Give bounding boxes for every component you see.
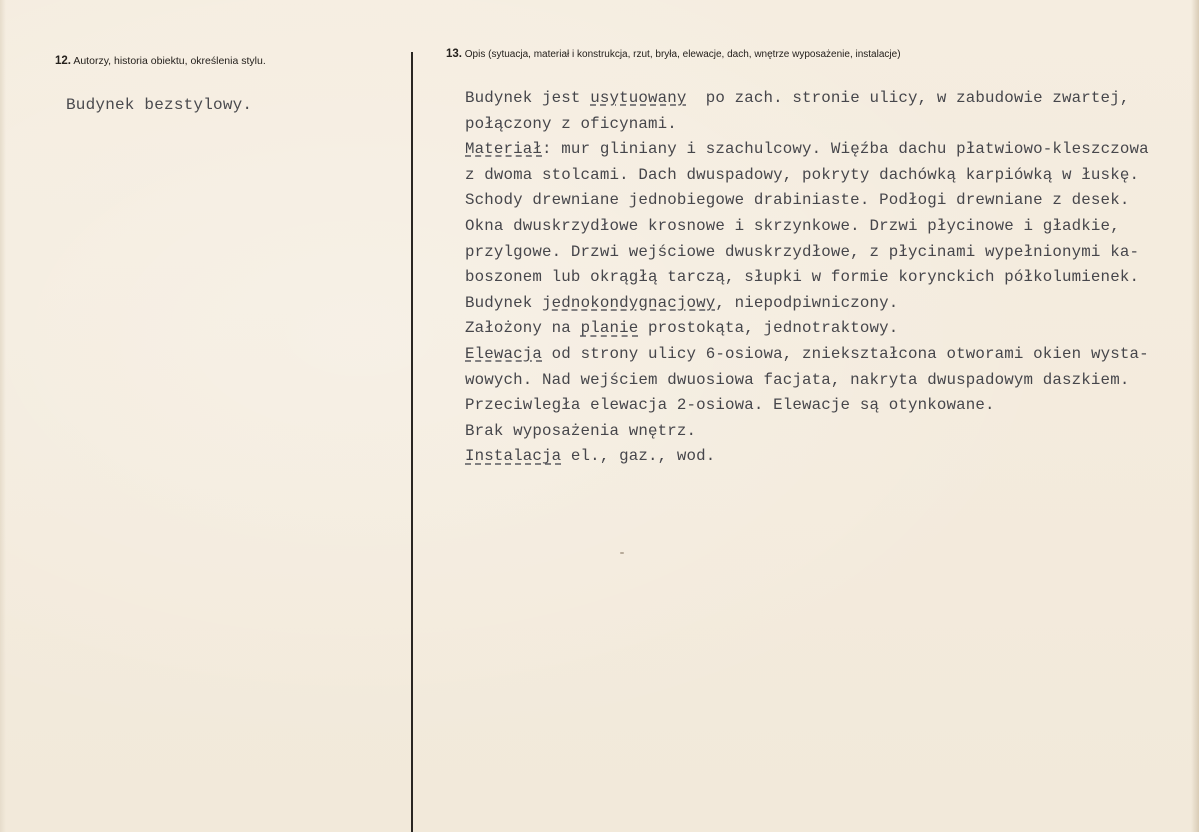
description-text: wowych. Nad wejściem dwuosiowa facjata, nakryta dwuspadowym daszkiem. [465, 370, 1130, 389]
description-text: Budynek [465, 293, 543, 312]
underlined-term: planie [580, 319, 639, 338]
description-line [465, 188, 1149, 214]
description-text: boszonem lub okrągłą tarczą, słupki w formie korynckich półkolumienek. [465, 268, 1140, 287]
description-line [465, 316, 1149, 342]
underlined-term: Elewacja [465, 344, 543, 363]
description-text: Brak wyposażenia wnętrz. [465, 421, 697, 440]
description-line [465, 240, 1149, 266]
description-text: el., gaz., wod. [561, 447, 716, 466]
description-text: przylgowe. Drzwi wejściowe dwuskrzydłowe, z płycinami wypełnionymi ka- [465, 242, 1140, 261]
description-line [465, 444, 1149, 470]
field-13-header [446, 48, 901, 60]
description-text: po zach. stronie ulicy, w zabudowie zwartej, [686, 89, 1130, 107]
field-13-number: 13. [446, 48, 462, 60]
paper-speck [620, 552, 624, 554]
description-text: Schody drewniane jednobiegowe drabiniaste. Podłogi drewniane z desek. [465, 191, 1130, 210]
description-text: Budynek jest [465, 89, 591, 107]
description-text: Przeciwległa elewacja 2-osiowa. Elewacje są otynkowane. [465, 396, 995, 415]
field-13-label: Opis (sytuacja, materiał i konstrukcja, rzut, bryła, elewacje, dach, wnętrze wyposażenie, instalacje) [464, 49, 901, 60]
description-line [465, 291, 1149, 317]
field-12-label: Autorzy, historia obiektu, określenia stylu. [73, 55, 266, 67]
field-12-number: 12. [55, 55, 71, 67]
description-line [465, 393, 1149, 419]
description-text: z dwoma stolcami. Dach dwuspadowy, pokryty dachówką karpiówką w łuskę. [465, 165, 1140, 184]
description-line [465, 86, 1149, 112]
description-line [465, 112, 1149, 138]
description-line [465, 342, 1149, 368]
underlined-term: Instalacja [465, 447, 562, 466]
description-line [465, 137, 1149, 163]
description-line [465, 368, 1149, 394]
field-12-header [55, 55, 266, 67]
description-line [465, 163, 1149, 189]
description-text: Okna dwuskrzydłowe krosnowe i skrzynkowe. Drzwi płycinowe i gładkie, [465, 216, 1120, 235]
description-line [465, 214, 1149, 240]
paper-edge-left [0, 0, 6, 832]
description-text: Założony na [465, 319, 581, 338]
underlined-term: jednokondygnacjowy [542, 293, 716, 312]
description-text: połączony z oficynami. [465, 114, 677, 133]
description-text: : mur gliniany i szachulcowy. Więźba dachu płatwiowo-kleszczowa [542, 140, 1149, 159]
paper-edge-right [1191, 0, 1199, 832]
field-13-description [465, 86, 1149, 470]
description-line [465, 419, 1149, 445]
description-text: prostokąta, jednotraktowy. [638, 319, 899, 338]
description-text: , niepodpiwniczony. [715, 293, 899, 312]
description-line [465, 265, 1149, 291]
column-divider [411, 52, 413, 832]
underlined-term: Materiał [465, 140, 543, 159]
description-text: od strony ulicy 6-osiowa, zniekształcona otworami okien wysta- [542, 344, 1149, 363]
underlined-term: usytuowany [590, 89, 687, 107]
field-12-value: Budynek bezstylowy. [66, 96, 253, 114]
